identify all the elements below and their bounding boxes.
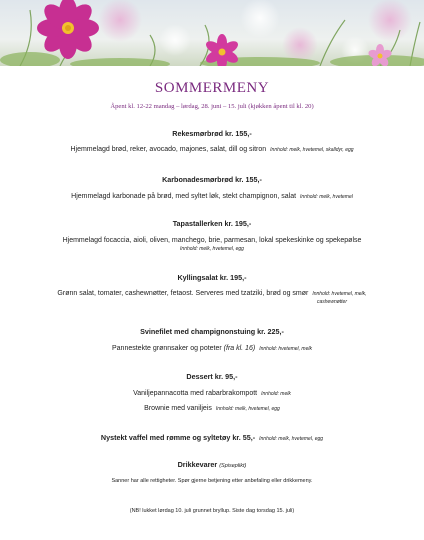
closing-note bbox=[0, 507, 424, 515]
allergen-info-continued: cashewnøtter bbox=[316, 299, 347, 305]
menu-section-karbonadesmorbrod bbox=[0, 175, 424, 202]
menu-section-kyllingsalat bbox=[0, 273, 424, 306]
dish-heading bbox=[0, 433, 424, 444]
footer-note: (NB! lukket lørdag 10. juli grunnet bryllup. Siste dag torsdag 15. juli) bbox=[129, 508, 295, 514]
allergen-info: Innhold: hvetemel, melk bbox=[259, 346, 312, 352]
dish-text: Hjemmelagd brød, reker, avocado, majones, salat, dill og sitron bbox=[70, 146, 267, 153]
dish-heading: Karbonadesmørbrød kr. 155,- bbox=[162, 175, 262, 184]
drinks-description: Sanner har alle rettigheter. Spør gjerne betjening etter anbefaling eller drikkemeny. bbox=[111, 478, 313, 484]
menu-section-drikkevarer bbox=[0, 460, 424, 485]
menu-section-rekesmorbrod bbox=[0, 129, 424, 155]
dish-heading: Kyllingsalat kr. 195,- bbox=[177, 273, 247, 282]
dish-text: Pannestekte grønnsaker og poteter bbox=[111, 345, 222, 352]
dish-heading: Dessert kr. 95,- bbox=[186, 372, 238, 381]
allergen-info: Innhold: hvetemel, melk, bbox=[312, 291, 367, 297]
dish-text: Brownie med vaniljeis bbox=[144, 405, 212, 412]
allergen-info: Innhold: melk, hvetemel, egg bbox=[180, 246, 244, 252]
dish-description bbox=[0, 389, 424, 399]
dish-text: Vaniljepannacotta med rabarbrakompott bbox=[133, 390, 258, 397]
dish-description bbox=[0, 289, 424, 299]
dish-description bbox=[0, 344, 424, 354]
dish-description bbox=[0, 145, 424, 155]
dish-heading: Tapastallerken kr. 195,- bbox=[172, 219, 252, 228]
menu-section-tapastallerken bbox=[0, 219, 424, 253]
drinks-title: Drikkevarer bbox=[177, 460, 218, 469]
dish-text: Hjemmelagd karbonade på brød, med syltet løk, stekt champignon, salat bbox=[71, 193, 297, 200]
allergen-info: Innhold: melk, hvetemel, egg bbox=[259, 436, 324, 442]
allergen-info: Innhold: melk, hvetemel, egg bbox=[215, 406, 280, 412]
menu-section-dessert bbox=[0, 372, 424, 414]
dish-description: Hjemmelagd focaccia, aioli, oliven, manchego, brie, parmesan, lokal spekeskinke og spekepølse bbox=[62, 237, 362, 244]
menu-section-vaffel bbox=[0, 433, 424, 444]
menu-title: SOMMERMENY bbox=[154, 80, 270, 96]
dish-heading bbox=[0, 460, 424, 471]
allergen-info: Innhold: melk bbox=[261, 391, 291, 397]
allergen-info: Innhold: melk, hvetemel bbox=[300, 194, 353, 200]
time-note: (fra kl. 16) bbox=[223, 345, 256, 352]
allergen-info: Innhold: melk, hvetemel, skalldyr, egg bbox=[270, 147, 354, 153]
drinks-note: (Spiseplikt) bbox=[219, 463, 247, 469]
menu-section-svinefilet bbox=[0, 327, 424, 354]
dish-description bbox=[0, 404, 424, 414]
dish-title: Nystekt vaffel med rømme og syltetøy kr. 55,- bbox=[100, 433, 256, 442]
cosmos-flowers-photo bbox=[0, 0, 424, 66]
dish-text: Grønn salat, tomater, cashewnøtter, fetaost. Serveres med tzatziki, brød og smør bbox=[57, 290, 309, 297]
dish-heading: Svinefilet med champignonstuing kr. 225,- bbox=[140, 327, 284, 336]
dish-description bbox=[0, 192, 424, 202]
dish-heading: Rekesmørbrød kr. 155,- bbox=[172, 129, 252, 138]
flower-banner bbox=[0, 0, 424, 66]
opening-hours: Åpent kl. 12-22 mandag – lørdag, 28. juni – 15. juli (kjøkken åpent til kl. 20) bbox=[110, 103, 314, 110]
